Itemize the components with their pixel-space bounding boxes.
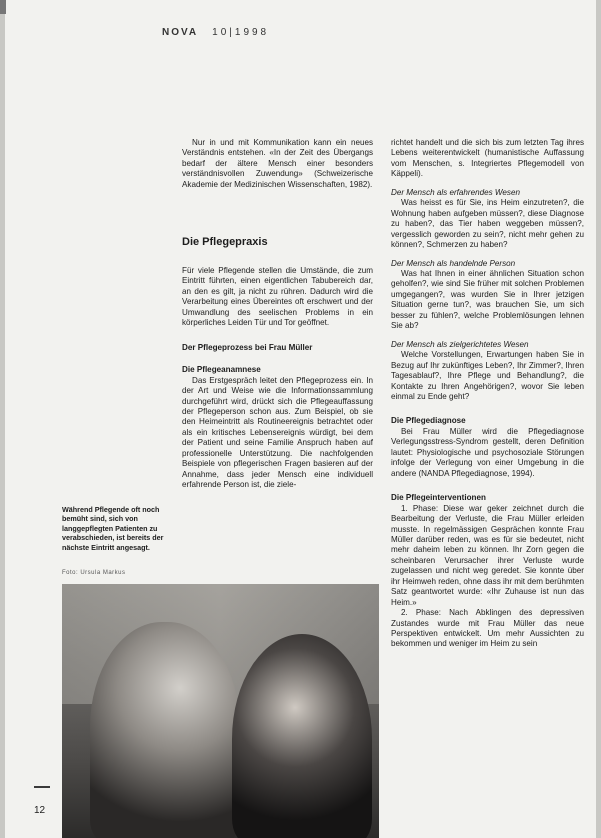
paragraph-tabu: Für viele Pflegende stellen die Umstände, die zum Eintritt führten, einen eigentlichen Tabubereich dar, an den es gilt, ja nicht zu rühren. Dadurch wird die Verarbeitung eines Übereintes oft erschwert und der Umwandlung des seelischen Problems in ein körperliches Leiden Tür und Tor geöffnet.	[182, 266, 373, 328]
questions-zielgerichtet: Welche Vorstellungen, Erwartungen haben Sie in Bezug auf Ihr zukünftiges Leben?, Ihr Zimmer?, Ihren Tagesablauf?, Ihre Pflege und Behandlung?, die Kontakte zu Ihren Angehörigen?, wovor Sie leben einmal zu Ende geht?	[391, 350, 584, 401]
paragraph-phase-2: 2. Phase: Nach Abklingen des depressiven Zustandes wurde mit Frau Müller das neue Perspektiven entwickelt. Um mehr Aussichten zu bekommen und weniger im Heim zu sein	[391, 608, 584, 649]
photo-caption: Während Pflegende oft noch bemüht sind, sich von langgepflegten Patienten zu verabschieden, ist bereits der nächste Eintritt angesagt.	[62, 505, 164, 552]
subhead-pflegeprozess: Der Pflegeprozess bei Frau Müller	[182, 342, 313, 352]
italic-head-handelnd: Der Mensch als handelnde Person	[391, 258, 516, 268]
masthead	[162, 27, 269, 38]
italic-head-zielgerichtet: Der Mensch als zielgerichtetes Wesen	[391, 339, 529, 349]
scan-edge-right	[596, 0, 601, 838]
issue-number: 10|1998	[212, 27, 270, 38]
photo-nurse	[232, 634, 372, 838]
scan-corner-mark	[0, 0, 6, 14]
paragraph-humanistisch: richtet handelt und die sich bis zum letzten Tag ihres Lebens weiterentwickelt (humanistische Auffassung vom Menschen, s. Integriertes Pflegemodell von Käppeli).	[391, 138, 584, 179]
subhead-pflegediagnose: Die Pflegediagnose	[391, 416, 466, 426]
questions-erfahrend: Was heisst es für Sie, ins Heim einzutreten?, die Wohnung haben aufgeben müssen?, diese Diagnose zu haben?, das Tier haben weggeben müssen?, vergesslich geworden zu sein?, nicht mehr gehen zu können?, Schmerzen zu haben?	[391, 198, 584, 250]
photo-credit: Foto: Ursula Markus	[62, 570, 126, 576]
subhead-pflegeinterventionen: Die Pflegeinterventionen	[391, 493, 486, 503]
column-right	[391, 138, 584, 650]
paragraph-erstgespraech: Das Erstgespräch leitet den Pflegeprozess ein. In der Art und Weise wie die Informationssammlung durchgeführt wird, drückt sich die Pflegeauffassung der Pflegeperson schon aus. Zum Beispiel, ob sie den Heimeintritt als Routineereignis betrachtet oder als ein kritisches Lebensereignis würdigt, bei dem der Patient und seine Familie Anspruch haben auf professionelle Unterstützung. Die nachfolgenden Beispiele von pflegerischen Fragen basieren auf der Annahme, dass jeder Mensch eine individuell erfahrende Person ist, die ziele-	[182, 375, 373, 490]
magazine-name: NOVA	[162, 27, 199, 38]
paragraph-diagnose: Bei Frau Müller wird die Pflegediagnose Verlegungsstress-Syndrom gestellt, deren Definition lautet: Physiologische und psychosoziale Störungen infolge der Verlegung von einer Umgebung in die andere (NANDA Pflegediagnose, 1994).	[391, 426, 584, 478]
folio-mark	[34, 780, 50, 788]
scan-edge-left	[0, 0, 5, 838]
column-left-body	[182, 266, 373, 491]
questions-handelnd: Was hat Ihnen in einer ähnlichen Situation schon geholfen?, wie sind Sie früher mit solchen Problemen umgegangen?, was wurden Sie in Ihrer jetzigen Situation gerne tun?, was brauchen Sie, um sich besser zu fühlen?, welche Problemlösungen lehnen Sie ab?	[391, 268, 584, 331]
page-number: 12	[34, 805, 46, 816]
intro-paragraph: Nur in und mit Kommunikation kann ein neues Verständnis entstehen. «In der Zeit des Übergangs bedarf der ältere Mensch einer besonders verständnisvollen Zuwendung» (Schweizerische Akademie der Medizinischen Wissenschaften, 1982).	[182, 138, 373, 189]
photo-nurse-with-elderly-patient	[62, 584, 379, 838]
photo-elderly-patient	[90, 622, 240, 838]
subhead-pflegeanamnese: Die Pflegeanamnese	[182, 365, 261, 375]
column-left-intro	[182, 138, 373, 190]
italic-head-erfahrend: Der Mensch als erfahrendes Wesen	[391, 187, 520, 197]
section-heading: Die Pflegepraxis	[182, 236, 268, 248]
paragraph-phase-1: 1. Phase: Diese war geker zeichnet durch die Bearbeitung der Verluste, die Frau Müller erleiden musste. In regelmässigen Gesprächen konnte Frau Müller darüber reden, was es für sie bedeutet, nicht mehr daheim leben zu können. Ihr Zorn gegen die scheinbaren Verursacher ihrer Verluste wurde zugelassen und nicht weg geredet. Sie konnte über ihr Heimweh reden, ohne dass ihr mit dem berühmten Satz geantwortet wurde: «Ihr Zuhause ist nun das Heim.»	[391, 503, 584, 607]
